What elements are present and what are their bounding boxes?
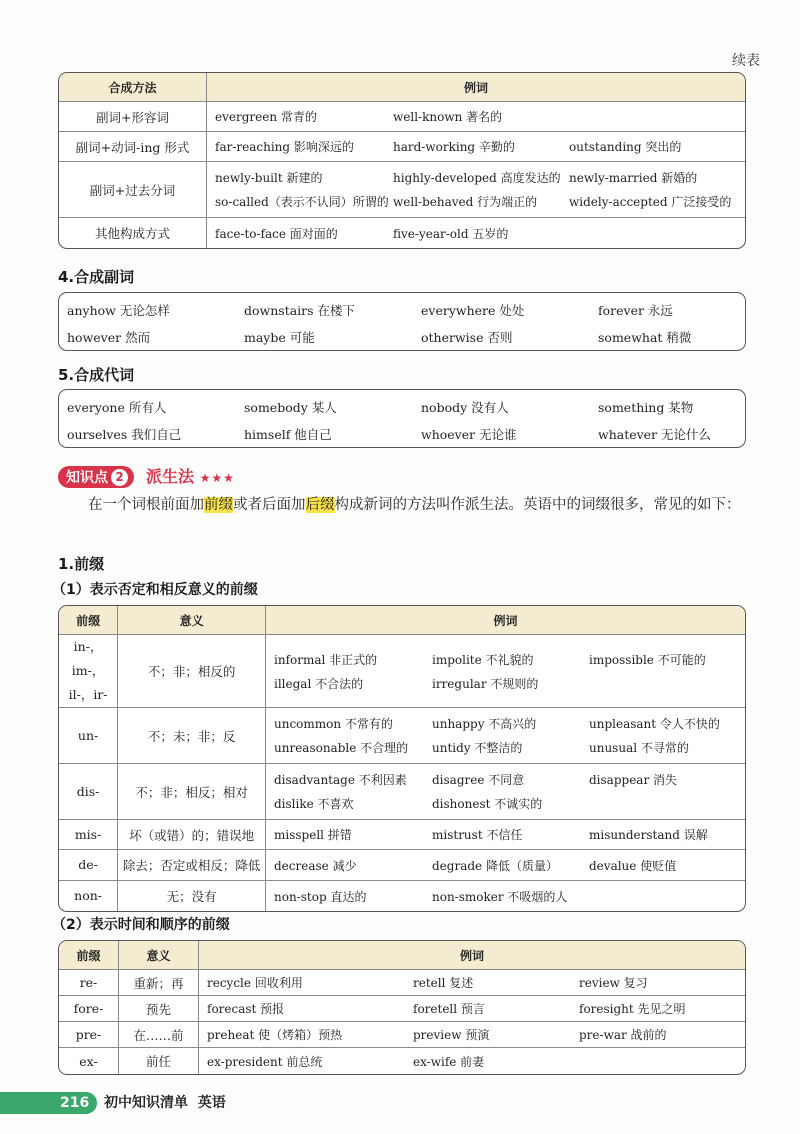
example-word: well-known 著名的 xyxy=(393,110,503,124)
table-row xyxy=(59,162,745,218)
example-word: misunderstand 误解 xyxy=(589,828,708,842)
meaning-cell: 除去；否定或相反；降低 xyxy=(122,858,261,873)
negative-prefix-subheading: （1）表示否定和相反意义的前缀 xyxy=(52,582,258,598)
column-header-examples: 例词 xyxy=(199,941,745,970)
list-item: somebody 某人 xyxy=(244,400,337,415)
list-item: ourselves 我们自己 xyxy=(67,427,182,442)
example-grid xyxy=(274,651,739,692)
table-row xyxy=(59,820,745,850)
table-row xyxy=(59,881,745,911)
example-word: outstanding 突出的 xyxy=(569,140,682,154)
prefix-cell: pre- xyxy=(75,1027,102,1042)
example-word: decrease 减少 xyxy=(274,858,357,873)
knowledge-point-number: 2 xyxy=(111,469,128,486)
list-item: otherwise 否则 xyxy=(421,330,513,345)
example-word: face-to-face 面对面的 xyxy=(215,226,338,241)
example-grid xyxy=(274,888,739,905)
example-word: illegal 不合法的 xyxy=(274,676,364,691)
list-item: anyhow 无论怎样 xyxy=(67,303,170,318)
column-header-examples: 例词 xyxy=(266,606,745,635)
example-word: preheat 使（烤箱）预热 xyxy=(207,1028,343,1042)
method-cell: 副词+形容词 xyxy=(96,109,169,125)
column-header-meaning: 意义 xyxy=(119,941,199,970)
example-word: dishonest 不诚实的 xyxy=(432,797,543,811)
example-word: irregular 不规则的 xyxy=(432,676,539,691)
example-word: newly-married 新婚的 xyxy=(569,171,698,185)
table-row xyxy=(59,635,745,708)
example-grid xyxy=(215,225,739,242)
example-grid xyxy=(274,715,739,756)
book-title xyxy=(104,1092,226,1114)
table-row xyxy=(59,102,745,132)
example-word: widely-accepted 广泛接受的 xyxy=(569,195,732,209)
prefix-cell: re- xyxy=(79,975,98,990)
list-item: everywhere 处处 xyxy=(421,303,525,318)
time-prefix-subheading: （2）表示时间和顺序的前缀 xyxy=(52,917,230,933)
table-row xyxy=(59,708,745,764)
example-word: evergreen 常青的 xyxy=(215,110,317,124)
meaning-cell: 不；未；非；反 xyxy=(147,728,236,744)
example-word xyxy=(579,1053,729,1070)
example-word xyxy=(589,675,739,692)
meaning-cell: 不；非；相反；相对 xyxy=(135,784,248,800)
meaning-cell: 重新；再 xyxy=(133,975,184,991)
prefix-cell: ex- xyxy=(79,1053,98,1069)
subject-text: 英语 xyxy=(197,1095,226,1111)
method-cell: 其他构成方式 xyxy=(94,226,170,241)
list-item: nobody 没有人 xyxy=(421,400,509,415)
example-word xyxy=(569,225,739,242)
table-row xyxy=(59,764,745,820)
example-word: disagree 不同意 xyxy=(432,773,525,787)
prefix-cell: dis- xyxy=(76,783,100,799)
compound-adjective-table xyxy=(58,72,746,249)
meaning-cell: 预先 xyxy=(145,1001,171,1017)
prefix-cell: de- xyxy=(78,857,98,872)
example-word: impossible 不可能的 xyxy=(589,652,706,667)
example-word: unhappy 不高兴的 xyxy=(432,717,537,731)
negative-prefix-table xyxy=(58,605,746,912)
example-word: so-called（表示不认同）所谓的 xyxy=(215,195,389,209)
example-grid xyxy=(215,169,739,210)
example-word: unreasonable 不合理的 xyxy=(274,741,409,755)
list-item: whoever 无论谁 xyxy=(421,427,517,442)
knowledge-point-label: 知识点 xyxy=(66,470,108,486)
example-word: foresight 先见之明 xyxy=(579,1002,686,1016)
knowledge-point-badge xyxy=(58,466,134,488)
method-cell: 副词+过去分词 xyxy=(89,182,176,198)
example-word: informal 非正式的 xyxy=(274,652,378,667)
page-number: 216 xyxy=(0,1092,97,1114)
list-item: whatever 无论什么 xyxy=(598,427,712,442)
meaning-cell: 前任 xyxy=(145,1054,171,1069)
example-word: far-reaching 影响深远的 xyxy=(215,140,354,154)
example-word: five-year-old 五岁的 xyxy=(393,226,509,241)
example-word: review 复习 xyxy=(579,976,648,990)
example-word: ex-wife 前妻 xyxy=(413,1054,485,1069)
example-word: untidy 不整洁的 xyxy=(432,741,523,755)
column-header-examples: 例词 xyxy=(207,73,745,102)
example-word: forecast 预报 xyxy=(207,1002,285,1016)
column-header-meaning: 意义 xyxy=(118,606,266,635)
example-word xyxy=(589,888,739,905)
column-header-method: 合成方法 xyxy=(59,73,207,102)
example-grid xyxy=(274,826,739,843)
prefix-cell: un- xyxy=(77,727,99,743)
table-row xyxy=(59,850,745,881)
example-word: pre-war 战前的 xyxy=(579,1028,667,1042)
importance-stars-icon: ★★★ xyxy=(199,471,235,485)
example-word: misspell 拼错 xyxy=(274,828,352,842)
example-grid xyxy=(274,857,739,874)
example-grid xyxy=(274,771,739,812)
knowledge-point-title-text: 派生法 xyxy=(146,467,195,486)
method-cell: 副词+动词-ing 形式 xyxy=(75,139,190,155)
list-item: forever 永远 xyxy=(598,303,673,318)
table-row xyxy=(59,132,745,162)
table-row xyxy=(59,1048,745,1074)
example-word: well-behaved 行为端正的 xyxy=(393,195,538,209)
example-word: foretell 预言 xyxy=(413,1002,485,1016)
example-grid xyxy=(207,1000,739,1017)
highlight-suffix: 后缀 xyxy=(305,497,335,513)
meaning-cell: 无；没有 xyxy=(166,889,217,904)
list-item: downstairs 在楼下 xyxy=(244,303,356,318)
compound-adverb-box xyxy=(58,292,746,351)
list-item: himself 他自己 xyxy=(244,427,332,442)
example-word: ex-president 前总统 xyxy=(207,1054,323,1069)
example-word: unpleasant 令人不快的 xyxy=(589,717,720,731)
example-word: non-stop 直达的 xyxy=(274,889,367,904)
example-word: uncommon 不常有的 xyxy=(274,717,393,731)
section-heading-compound-pronouns: 5.合成代词 xyxy=(58,366,135,384)
example-grid xyxy=(207,974,739,991)
prefix-cell: mis- xyxy=(74,826,102,842)
example-word: recycle 回收利用 xyxy=(207,976,303,990)
example-grid xyxy=(215,108,739,125)
example-word: impolite 不礼貌的 xyxy=(432,652,534,667)
example-word: non-smoker 不吸烟的人 xyxy=(432,889,568,904)
prefix-cell: non- xyxy=(74,888,102,903)
prefix-cell: in-，im-，il-，ir- xyxy=(68,639,108,702)
example-word: dislike 不喜欢 xyxy=(274,797,354,811)
column-header-prefix: 前缀 xyxy=(59,606,118,635)
example-word: disadvantage 不利因素 xyxy=(274,773,407,787)
highlight-prefix: 前缀 xyxy=(204,497,233,513)
compound-pronoun-box xyxy=(58,389,746,448)
time-prefix-table xyxy=(58,940,746,1075)
list-item: somewhat 稍微 xyxy=(598,330,692,345)
table-row xyxy=(59,1022,745,1048)
example-word: mistrust 不信任 xyxy=(432,828,523,842)
example-word xyxy=(589,795,739,812)
prefix-cell: fore- xyxy=(73,1001,104,1016)
example-word: disappear 消失 xyxy=(589,773,678,787)
example-grid xyxy=(215,138,739,155)
example-grid xyxy=(207,1026,739,1043)
example-word: degrade 降低（质量） xyxy=(432,858,558,873)
list-item: everyone 所有人 xyxy=(67,400,167,415)
meaning-cell: 在……前 xyxy=(133,1027,184,1043)
example-word: preview 预演 xyxy=(413,1028,490,1042)
list-item: however 然而 xyxy=(67,330,151,345)
example-word: unusual 不寻常的 xyxy=(589,741,689,755)
example-word: highly-developed 高度发达的 xyxy=(393,171,561,185)
section-heading-compound-adverbs: 4.合成副词 xyxy=(58,268,135,286)
list-item: something 某物 xyxy=(598,400,694,415)
example-word: hard-working 辛勤的 xyxy=(393,140,515,154)
knowledge-point-title xyxy=(146,466,235,489)
example-word: devalue 使贬值 xyxy=(589,858,677,873)
meaning-cell: 不；非；相反的 xyxy=(147,664,236,679)
meaning-cell: 坏（或错）的；错误地 xyxy=(129,827,255,843)
example-word: newly-built 新建的 xyxy=(215,171,323,185)
continued-label: 续表 xyxy=(732,53,760,69)
table-row xyxy=(59,218,745,248)
example-grid xyxy=(207,1053,739,1070)
table-row xyxy=(59,970,745,996)
book-title-text: 初中知识清单 xyxy=(104,1095,188,1111)
table-row xyxy=(59,996,745,1022)
example-word xyxy=(569,108,739,125)
prefix-heading: 1.前缀 xyxy=(58,555,105,573)
example-word: retell 复述 xyxy=(413,976,474,990)
column-header-prefix: 前缀 xyxy=(59,941,119,970)
list-item: maybe 可能 xyxy=(244,330,315,345)
intro-paragraph: 在一个词根前面加前缀或者后面加后缀构成新词的方法叫作派生法。英语中的词缀很多，常见的如下： xyxy=(88,497,741,513)
